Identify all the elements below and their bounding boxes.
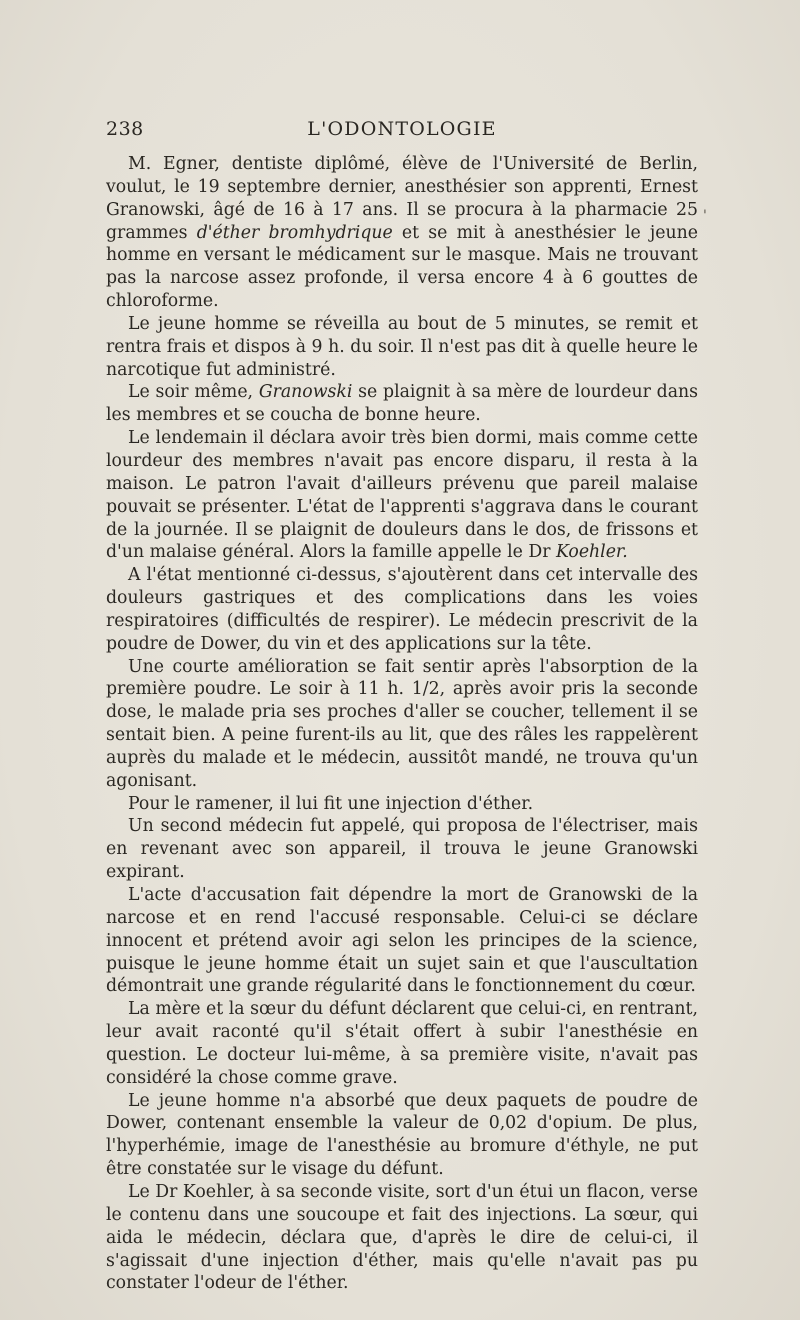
paragraph-10: La mère et la sœur du défunt déclarent que celui-ci, en rentrant, leur avait raconté qu'il s'était offert à subir l'anesthésie en question. Le docteur lui-même, à sa première visite, n'avait pas considéré la chose comme grave.	[106, 999, 698, 1088]
paragraph-9: L'acte d'accusation fait dépendre la mort de Granowski de la narcose et en rend l'accusé responsable. Celui-ci se déclare innocent et prétend avoir agi selon les principes de la science, puisque le jeune homme était un sujet sain et que l'auscultation démontrait une grande régularité dans le fonctionnement du cœur.	[106, 885, 698, 997]
running-title: L'ODONTOLOGIE	[307, 118, 497, 140]
paragraph-3: Le soir même, Granowski se plaignit à sa mère de lourdeur dans les membres et se coucha de bonne heure.	[106, 382, 698, 426]
paragraph-6: Une courte amélioration se fait sentir après l'absorption de la première poudre. Le soir à 11 h. 1/2, après avoir pris la seconde dose, le malade pria ses proches d'aller se coucher, tellement il se sentait bien. A peine furent-ils au lit, que des râles les rappelèrent auprès du malade et le médecin, aussitôt mandé, ne trouva qu'un agonisant.	[106, 656, 698, 791]
page-number: 238	[106, 118, 144, 140]
paragraph-11: Le jeune homme n'a absorbé que deux paquets de poudre de Dower, contenant ensemble la valeur de 0,02 d'opium. De plus, l'hyperhémie, image de l'anesthésie au bromure d'éthyle, ne put être constatée sur le visage du défunt.	[106, 1090, 698, 1180]
paragraph-2: Le jeune homme se réveilla au bout de 5 minutes, se remit et rentra frais et dispos à 9 h. du soir. Il n'est pas dit à quelle heure le narcotique fut administré.	[106, 313, 698, 380]
paragraph-7: Pour le ramener, il lui fit une injection d'éther.	[128, 793, 534, 814]
running-head	[106, 118, 698, 146]
paragraph-5: A l'état mentionné ci-dessus, s'ajoutèrent dans cet intervalle des douleurs gastriques et des complications dans les voies respiratoires (difficultés de respirer). Le médecin prescrivit de la poudre de Dower, du vin et des applications sur la tête.	[106, 565, 698, 654]
paragraph-8: Un second médecin fut appelé, qui proposa de l'électriser, mais en revenant avec son appareil, il trouva le jeune Granowski expirant.	[106, 816, 698, 883]
paragraph-1: M. Egner, dentiste diplômé, élève de l'Université de Berlin, voulut, le 19 septembre dernier, anesthésier son apprenti, Ernest Granowski, âgé de 16 à 17 ans. Il se procura à la pharmacie 25 grammes d'éther bromhydrique et se mit à anesthésier le jeune homme en versant le médicament sur le masque. Mais ne trouvant pas la narcose assez profonde, il versa encore 4 à 6 gouttes de chloroforme.	[106, 154, 698, 312]
print-speck: '	[703, 208, 707, 224]
paragraph-4: Le lendemain il déclara avoir très bien dormi, mais comme cette lourdeur des membres n'avait pas encore disparu, il resta à la maison. Le patron l'avait d'ailleurs prévenu que pareil malaise pouvait se présenter. L'état de l'apprenti s'aggrava dans le courant de la journée. Il se plaignit de douleurs dans le dos, de frissons et d'un malaise général. Alors la famille appelle le Dr Koehler.	[106, 428, 698, 563]
body-text	[106, 153, 698, 1295]
paragraph-12: Le Dr Koehler, à sa seconde visite, sort d'un étui un flacon, verse le contenu dans une soucoupe et fait des injections. La sœur, qui aida le médecin, déclara que, d'après le dire de celui-ci, il s'agissait d'une injection d'éther, mais qu'elle n'avait pas pu constater l'odeur de l'éther.	[106, 1181, 698, 1294]
